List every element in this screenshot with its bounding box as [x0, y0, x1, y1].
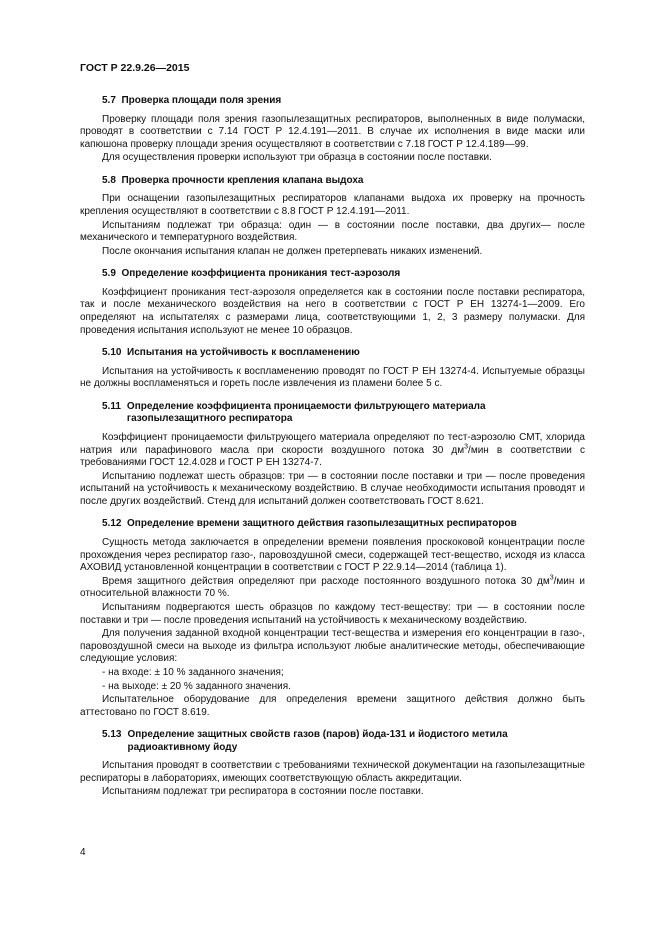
paragraph: Для осуществления проверки используют три образца в состоянии после поставки. — [102, 152, 492, 164]
page-number: 4 — [80, 847, 86, 858]
paragraph: Проверку площади поля зрения газопылезащитных респираторов, выполненных в виде полумаски, проводят в соответствии с 7.14 ГОСТ Р 12.4.191—2011. В случае их исполнения в виде маски или капюшона проверку площади зрения осуществляют в соответствии с 7.18 ГОСТ Р 12.4.189—99. — [80, 113, 585, 150]
text-fragment: /мин в соответствии с требованиями ГОСТ 12.4.028 и ГОСТ Р ЕН 13274-7. — [80, 444, 585, 469]
paragraph: При оснащении газопылезащитных респираторов клапанами выдоха их проверку на прочность крепления осуществляют в соответствии с 8.8 ГОСТ Р 12.4.191—2011. — [80, 193, 585, 217]
text-fragment: Коэффициент проницаемости фильтрующего материала определяют по тест-аэрозолю СМТ, хлорида натрия или парафинового масла при скорости воздушного потока 30 дм — [80, 431, 585, 456]
paragraph: Испытаниям подлежат три образца: один — в состоянии после поставки, два других— после механического и температурного воздействия. — [80, 219, 585, 244]
section-number: 5.9 — [102, 268, 116, 280]
paragraph: Испытательное оборудование для определения времени защитного действия должно быть аттестовано по ГОСТ 8.619. — [80, 694, 585, 718]
paragraph: Испытания на устойчивость к воспламенению проводят по ГОСТ Р ЕН 13274-4. Испытуемые образцы не должны воспламеняться и гореть после извлечения из пламени более 5 с. — [80, 365, 585, 390]
superscript: 3 — [549, 574, 554, 582]
section-title: Определение коэффициента проникания тест-аэрозоля — [121, 268, 401, 280]
paragraph — [80, 576, 585, 601]
text-fragment: /мин и относительной влажности 70 %. — [80, 575, 585, 600]
document-code: ГОСТ Р 22.9.26—2015 — [80, 62, 190, 74]
section-title-line-2: радиоактивному йоду — [127, 741, 238, 753]
section-heading-5-7 — [102, 95, 585, 108]
paragraph: Сущность метода заключается в определении времени появления проскоковой концентрации после прохождения через респиратор газо-, паровоздушной смеси, содержащей тест-вещество, исходя из класса АХОВИД установленной концентрации в соответствии с ГОСТ Р 22.9.14—2014 (таблица 1). — [80, 536, 585, 574]
paragraph: Коэффициент проникания тест-аэрозоля определяется как в состоянии после поставки респиратора, так и после механического воздействия на него в соответствии с ГОСТ Р ЕН 13274-1—2009. Его определяют на испытателях с размерами лица, соответствующими 1, 2, 3 размеру полумаски. Для проведения испытания используют не менее 10 образцов. — [80, 286, 585, 336]
superscript: 3 — [464, 443, 469, 451]
section-number: 5.10 — [102, 347, 122, 359]
paragraph — [80, 432, 585, 470]
section-heading-5-10 — [102, 347, 585, 360]
section-title: Испытания на устойчивость к воспламенению — [127, 347, 360, 359]
section-number: 5.13 — [102, 729, 122, 741]
document-page — [80, 62, 585, 799]
text-fragment: Время защитного действия определяют при расходе постоянного воздушного потока 30 дм — [102, 575, 550, 587]
paragraph: Испытанию подлежат шесть образцов: три — в состоянии после поставки и три — после проведения испытаний на устойчивость к механическому воздействию. В случае необходимости испытания проводят и после других воздействий. Стенд для испытаний должен соответствовать ГОСТ 8.621. — [80, 470, 585, 507]
paragraph: Испытаниям подвергаются шесть образцов по каждому тест-веществу: три — в состоянии после поставки и три — после проведения испытаний на устойчивость к механическому воздействию. — [80, 601, 585, 626]
section-title-line-2: газопылезащитного респиратора — [126, 413, 293, 425]
section-number: 5.12 — [102, 518, 122, 530]
section-heading-5-13 — [102, 729, 585, 754]
section-number: 5.8 — [102, 174, 116, 186]
section-heading-5-8 — [102, 175, 585, 188]
section-title-line-1: Определение защитных свойств газов (паров) йода-131 и йодистого метила — [127, 729, 508, 741]
section-title: Проверка прочности крепления клапана выдоха — [121, 174, 364, 186]
section-title: Определение времени защитного действия газопылезащитных респираторов — [127, 518, 517, 530]
section-number: 5.7 — [102, 95, 116, 106]
paragraph: Испытания проводят в соответствии с требованиями технической документации на газопылезащитные респираторы в лабораториях, имеющих соответствующую область аккредитации. — [80, 760, 585, 784]
section-title-line-1: Определение коэффициента проницаемости фильтрующего материала — [126, 400, 486, 412]
list-item: - на входе: ± 10 % заданного значения; — [102, 666, 284, 678]
section-title: Проверка площади поля зрения — [121, 95, 282, 106]
paragraph: Для получения заданной входной концентрации тест-вещества и измерения его концентрации в газо-, паровоздушной смеси на выходе из фильтра используют любые аналитические методы, обеспечивающие следующие условия: — [80, 628, 585, 665]
list-item: - на выходе: ± 20 % заданного значения. — [102, 680, 291, 692]
section-title — [127, 401, 585, 426]
paragraph: После окончания испытания клапан не должен претерпевать никаких изменений. — [102, 245, 483, 257]
section-heading-5-9 — [102, 268, 585, 281]
section-heading-5-11 — [102, 401, 585, 426]
paragraph: Испытаниям подлежат три респиратора в состоянии после поставки. — [102, 786, 424, 798]
section-heading-5-12 — [102, 518, 585, 531]
section-number: 5.11 — [102, 400, 121, 412]
section-title — [127, 729, 585, 754]
